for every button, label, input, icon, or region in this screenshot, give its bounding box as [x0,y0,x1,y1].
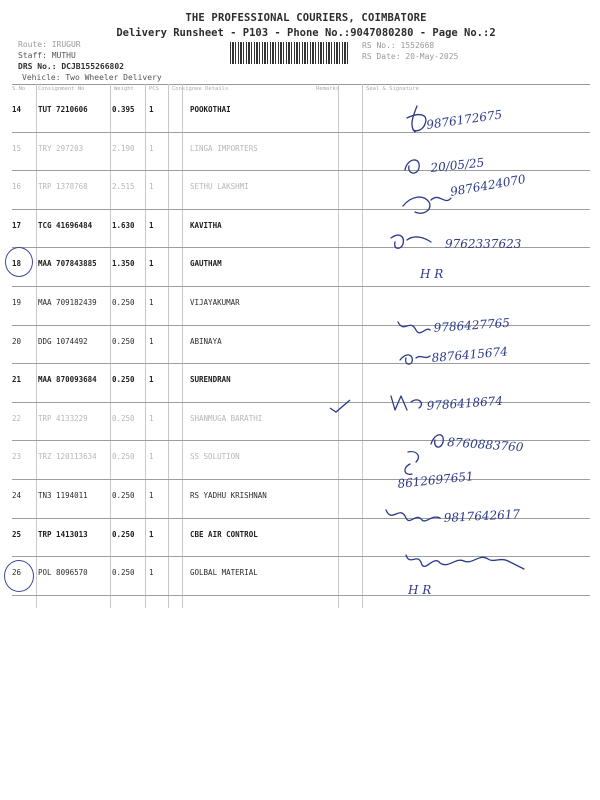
cell-weight: 2.515 [112,182,135,192]
svg-text:H R: H R [408,583,432,597]
cell-serial-number: 16 [12,182,22,192]
cell-pcs: 1 [149,413,154,423]
drs-number: DRS No.: DCJB155266802 [18,62,124,71]
svg-text:8760883760: 8760883760 [446,435,524,455]
cell-consignment-number: MAA 709182439 [38,298,97,307]
cell-serial-number: 24 [12,491,22,500]
signature-row-26 [400,545,540,575]
cell-consignee-name: RS YADHU KRISHNAN [190,491,267,500]
check-mark-icon [328,398,352,414]
cell-weight: 1.630 [112,220,135,230]
svg-text:9762337623: 9762337623 [445,237,522,251]
cell-pcs: 1 [149,182,154,192]
col-header-pcs: PCS [149,86,159,92]
cell-pcs: 1 [149,259,154,269]
svg-text:8876415674: 8876415674 [431,344,509,365]
signature-row-16 [395,166,585,222]
cell-consignment-number: TN3 1194011 [38,491,88,500]
cell-consignee-name: SHANMUGA BARATHI [190,413,263,423]
cell-serial-number: 21 [12,375,22,385]
signature-row-17 [385,228,575,258]
cell-consignee-name: SETHU LAKSHMI [190,182,249,192]
signature-row-21 [385,388,585,420]
cell-weight: 0.250 [112,491,135,500]
signature-row-14 [395,104,565,140]
cell-consignment-number: TCG 41696484 [38,220,93,230]
col-header-signature: Seal & Signature [366,86,419,92]
cell-consignment-number: TRZ 120113634 [38,452,97,462]
cell-consignee-name: POOKOTHAI [190,105,231,114]
barcode [230,42,350,64]
cell-serial-number: 23 [12,452,22,462]
route-label: Route: IRUGUR [18,40,81,49]
cell-consignee-name: GOLBAL MATERIAL [190,568,258,578]
cell-pcs: 1 [149,529,154,539]
runsheet-subtitle: Delivery Runsheet - P103 - Phone No.:9047080280 - Page No.:2 [116,27,496,39]
cell-serial-number: 14 [12,105,22,114]
col-header-weight: Weight [114,86,134,92]
cell-weight: 0.250 [112,413,135,423]
signature-row-20 [396,342,576,370]
svg-text:9876424070: 9876424070 [449,171,527,199]
cell-consignee-name: SS SOLUTION [190,452,240,462]
cell-consignee-name: SURENDRAN [190,375,231,385]
cell-consignment-number: MAA 707843885 [38,259,97,269]
signature-row-23 [396,448,526,494]
cell-weight: 0.395 [112,105,135,114]
cell-serial-number: 22 [12,413,22,423]
cell-pcs: 1 [149,143,154,153]
svg-text:9786418674: 9786418674 [426,393,504,413]
cell-serial-number: 26 [12,568,22,578]
cell-pcs: 1 [149,220,154,230]
cell-weight: 0.250 [112,529,135,539]
cell-pcs: 1 [149,298,154,307]
cell-weight: 0.250 [112,452,135,462]
cell-pcs: 1 [149,375,154,385]
svg-text:H R: H R [420,267,444,281]
col-header-remarks: Remarks [316,86,340,92]
cell-consignee-name: KAVITHA [190,220,222,230]
cell-consignee-name: CBE AIR CONTROL [190,529,258,539]
rs-number: RS No.: 1552668 [362,41,435,50]
signature-row-24 [380,500,580,534]
cell-consignee-name: ABINAYA [190,336,222,346]
cell-consignee-name: GAUTHAM [190,259,222,269]
cell-weight: 0.250 [112,568,135,578]
cell-serial-number: 25 [12,529,22,539]
circle-mark-row-26 [4,560,34,592]
svg-text:9786427765: 9786427765 [433,315,511,335]
signature-row-19 [392,312,572,342]
cell-consignment-number: TRP 1378768 [38,182,88,192]
table-top-rule [12,84,590,85]
svg-text:9876172675: 9876172675 [425,107,504,132]
cell-consignment-number: DDG 1074492 [38,336,88,346]
svg-text:8612697651: 8612697651 [396,469,475,491]
cell-weight: 0.250 [112,336,135,346]
cell-consignment-number: TUT 7210606 [38,105,88,114]
cell-consignment-number: TRY 297203 [38,143,84,153]
cell-pcs: 1 [149,105,154,114]
cell-weight: 1.350 [112,259,135,269]
cell-consignment-number: MAA 870093684 [38,375,97,385]
cell-pcs: 1 [149,336,154,346]
cell-consignee-name: LINGA IMPORTERS [190,143,258,153]
cell-serial-number: 15 [12,143,22,153]
cell-serial-number: 17 [12,220,22,230]
cell-consignment-number: POL 8096570 [38,568,88,578]
cell-pcs: 1 [149,491,154,500]
cell-weight: 0.250 [112,298,135,307]
cell-weight: 0.250 [112,375,135,385]
col-header-consignee: Consignee Details [172,86,229,92]
signature-row-17-initials [418,260,468,284]
vehicle-label: Vehicle: Two Wheeler Delivery [22,73,162,82]
cell-consignment-number: TRP 1413013 [38,529,88,539]
cell-consignee-name: VIJAYAKUMAR [190,298,240,307]
rs-date: RS Date: 20-May-2025 [362,52,459,61]
svg-text:9817642617: 9817642617 [443,507,521,525]
staff-label: Staff: MUTHU [18,51,76,60]
cell-serial-number: 18 [12,259,22,269]
cell-pcs: 1 [149,568,154,578]
cell-pcs: 1 [149,452,154,462]
svg-text:20/05/25: 20/05/25 [429,155,485,175]
runsheet-title: THE PROFESSIONAL COURIERS, COIMBATORE [185,12,427,24]
col-header-sno: S.No [12,86,26,92]
cell-serial-number: 20 [12,336,22,346]
circle-mark-row-18 [5,247,33,277]
col-header-consignment: Consignment No [38,86,85,92]
signature-row-26-initials [406,576,456,600]
cell-weight: 2.190 [112,143,135,153]
cell-consignment-number: TRP 4133229 [38,413,88,423]
cell-serial-number: 19 [12,298,22,307]
